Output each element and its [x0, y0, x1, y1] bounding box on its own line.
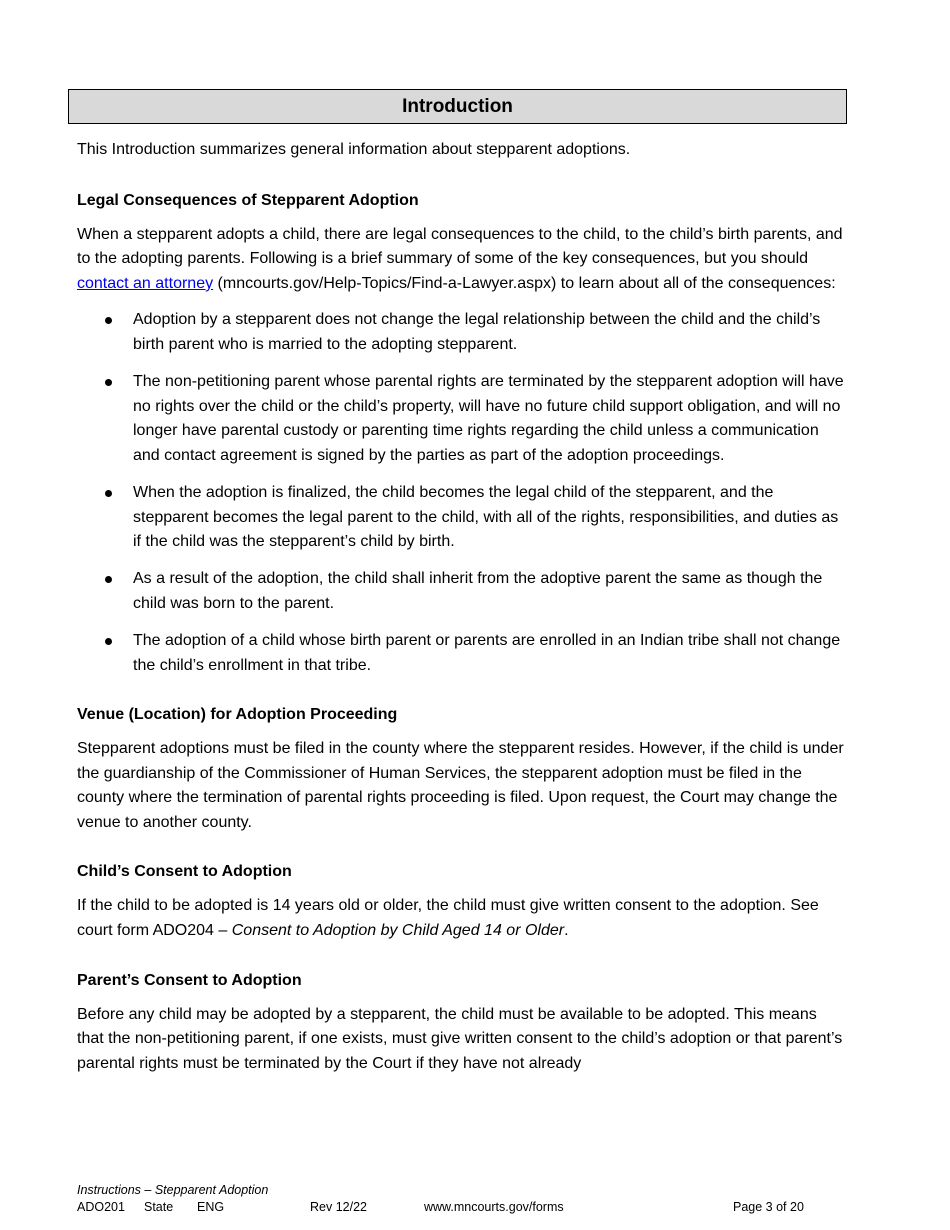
- list-item: [77, 567, 847, 616]
- language: ENG: [197, 1200, 225, 1214]
- legal-text-after-link: (mncourts.gov/Help-Topics/Find-a-Lawyer.aspx) to learn about all of the consequences:: [213, 274, 836, 292]
- parent-consent-heading: Parent’s Consent to Adoption: [77, 971, 302, 989]
- parent-consent-paragraph: Before any child may be adopted by a stepparent, the child must be available to be adopted. This means that the non-petitioning parent, if one exists, must give written consent to the child’s adoption or that parent’s parental rights must be terminated by the Court if they have not already: [77, 1005, 843, 1072]
- website: www.mncourts.gov/forms: [424, 1200, 564, 1214]
- list-item: [77, 308, 847, 357]
- venue-heading: Venue (Location) for Adoption Proceeding: [77, 706, 398, 724]
- list-item-text: The non-petitioning parent whose parental rights are terminated by the stepparent adoption will have no rights over the child or the child’s property, will have no future child support obligation, and will no longer have parental custody or parenting time rights regarding the child unless a communication and contact agreement is signed by the parties as part of the adoption proceedings.: [133, 373, 844, 464]
- document-body: [77, 138, 847, 1076]
- bullet-icon: [105, 576, 112, 583]
- footer-details: [77, 1200, 837, 1218]
- bullet-icon: [105, 317, 112, 324]
- list-item-text: When the adoption is finalized, the child becomes the legal child of the stepparent, and the stepparent becomes the legal parent to the child, with all of the rights, responsibilities, and duties as if the child was the stepparent’s child by birth.: [133, 483, 839, 551]
- form-code: ADO201: [77, 1200, 125, 1214]
- list-item-text: The adoption of a child whose birth parent or parents are enrolled in an Indian tribe shall not change the child’s enrollment in that tribe.: [133, 631, 841, 674]
- intro-paragraph: This Introduction summarizes general information about stepparent adoptions.: [77, 141, 631, 158]
- venue-paragraph: Stepparent adoptions must be filed in the county where the stepparent resides. However, if the child is under the guardianship of the Commissioner of Human Services, the stepparent adoption must be filed in the county where the termination of parental rights proceeding is filed. Upon request, the Court may change the venue to another county.: [77, 740, 844, 831]
- legal-consequences-list: [77, 308, 847, 678]
- list-item: [77, 481, 847, 555]
- child-consent-heading: Child’s Consent to Adoption: [77, 863, 292, 881]
- legal-consequences-paragraph: [77, 223, 847, 297]
- footer-title: Instructions – Stepparent Adoption: [77, 1183, 269, 1197]
- bullet-icon: [105, 379, 112, 386]
- legal-consequences-heading: Legal Consequences of Stepparent Adoption: [77, 191, 419, 209]
- bullet-icon: [105, 638, 112, 645]
- list-item: [77, 629, 847, 678]
- revision: Rev 12/22: [310, 1200, 367, 1214]
- child-consent-paragraph: [77, 894, 847, 943]
- page-number: Page 3 of 20: [733, 1200, 804, 1214]
- list-item-text: As a result of the adoption, the child shall inherit from the adoptive parent the same as though the child was born to the parent.: [133, 570, 823, 612]
- contact-attorney-link[interactable]: contact an attorney: [77, 274, 214, 292]
- page-footer: [77, 1183, 837, 1218]
- form-title: Consent to Adoption by Child Aged 14 or Older: [231, 922, 565, 940]
- page-title: Introduction: [68, 89, 847, 124]
- jurisdiction: State: [144, 1200, 174, 1214]
- list-item-text: Adoption by a stepparent does not change the legal relationship between the child and the child’s birth parent who is married to the adopting stepparent.: [133, 311, 821, 353]
- child-consent-text-end: .: [564, 922, 569, 940]
- list-item: [77, 370, 847, 468]
- bullet-icon: [105, 490, 112, 497]
- child-consent-text: If the child to be adopted is 14 years old or older, the child must give written consent to the adoption. See court form ADO204 –: [77, 897, 819, 940]
- legal-text-before-link: When a stepparent adopts a child, there are legal consequences to the child, to the child’s birth parents, and to the adopting parents. Following is a brief summary of some of the key consequences, but you should: [77, 225, 843, 268]
